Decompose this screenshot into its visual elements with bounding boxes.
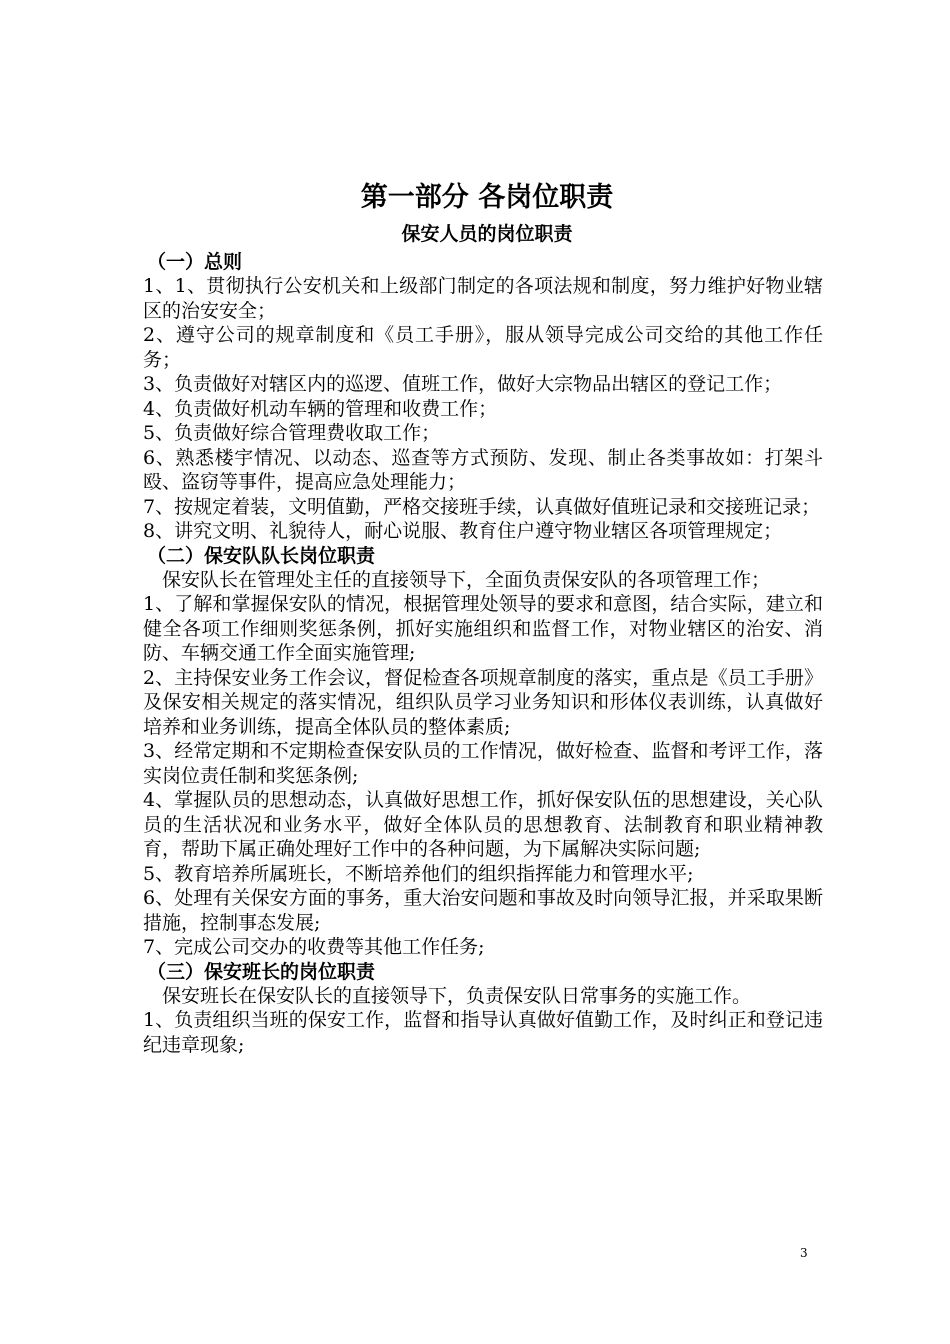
paragraph: 7、按规定着装，文明值勤，严格交接班手续，认真做好值班记录和交接班记录； (143, 495, 821, 518)
section-intro: 保安班长在保安队长的直接领导下，负责保安队日常事务的实施工作。 (162, 984, 752, 1007)
section-heading: （一）总则 (147, 251, 243, 273)
paragraph: 5、教育培养所属班长，不断培养他们的组织指挥能力和管理水平; (143, 862, 694, 885)
section-heading: （二）保安队队长岗位职责 (147, 544, 376, 567)
paragraph: 5、负责做好综合管理费收取工作； (143, 422, 441, 444)
paragraph: 8、讲究文明、礼貌待人，耐心说服、教育住户遵守物业辖区各项管理规定； (143, 520, 783, 542)
paragraph: 2、遵守公司的规章制度和《员工手册》，服从领导完成公司交给的其他工作任务； (143, 324, 823, 371)
paragraph: 2、主持保安业务工作会议，督促检查各项规章制度的落实，重点是《员工手册》及保安相关规定的落实情况，组织队员学习业务知识和形体仪表训练，认真做好培养和业务训练，提高全体队员的整体素质; (143, 666, 823, 738)
section-shift-leader (143, 960, 823, 1058)
paragraph: 4、负责做好机动车辆的管理和收费工作； (143, 397, 498, 420)
section-team-leader (143, 544, 823, 960)
section-intro: 保安队长在管理处主任的直接领导下，全面负责保安队的各项管理工作； (162, 568, 771, 591)
document-subtitle: 保安人员的岗位职责 (401, 223, 573, 245)
paragraph: 1、1、贯彻执行公安机关和上级部门制定的各项法规和制度，努力维护好物业辖区的治安安全； (143, 275, 823, 322)
paragraph: 1、了解和掌握保安队的情况，根据管理处领导的要求和意图，结合实际，建立和健全各项工作细则奖惩条例，抓好实施组织和监督工作，对物业辖区的治安、消防、车辆交通工作全面实施管理; (143, 593, 823, 664)
paragraph: 1、负责组织当班的保安工作，监督和指导认真做好值勤工作，及时纠正和登记违纪违章现象; (143, 1009, 823, 1056)
paragraph: 6、处理有关保安方面的事务，重大治安问题和事故及时向领导汇报，并采取果断措施，控制事态发展; (143, 887, 823, 934)
document-title: 第一部分 各岗位职责 (360, 182, 614, 213)
paragraph: 3、经常定期和不定期检查保安队员的工作情况，做好检查、监督和考评工作，落实岗位责任制和奖惩条例; (143, 740, 823, 787)
paragraph: 3、负责做好对辖区内的巡逻、值班工作，做好大宗物品出辖区的登记工作； (143, 373, 783, 395)
paragraph: 6、熟悉楼宇情况、以动态、巡查等方式预防、发现、制止各类事故如：打架斗殴、盗窃等事件，提高应急处理能力； (143, 446, 823, 493)
document-page (143, 178, 823, 1057)
section-heading: （三）保安班长的岗位职责 (147, 960, 376, 983)
paragraph: 4、掌握队员的思想动态，认真做好思想工作，抓好保安队伍的思想建设，关心队员的生活状况和业务水平，做好全体队员的思想教育、法制教育和职业精神教育，帮助下属正确处理好工作中的各种问题，为下属解决实际问题; (143, 789, 823, 860)
page-number: 3 (800, 1246, 808, 1260)
section-general (143, 250, 823, 544)
paragraph: 7、完成公司交办的收费等其他工作任务; (143, 936, 485, 958)
